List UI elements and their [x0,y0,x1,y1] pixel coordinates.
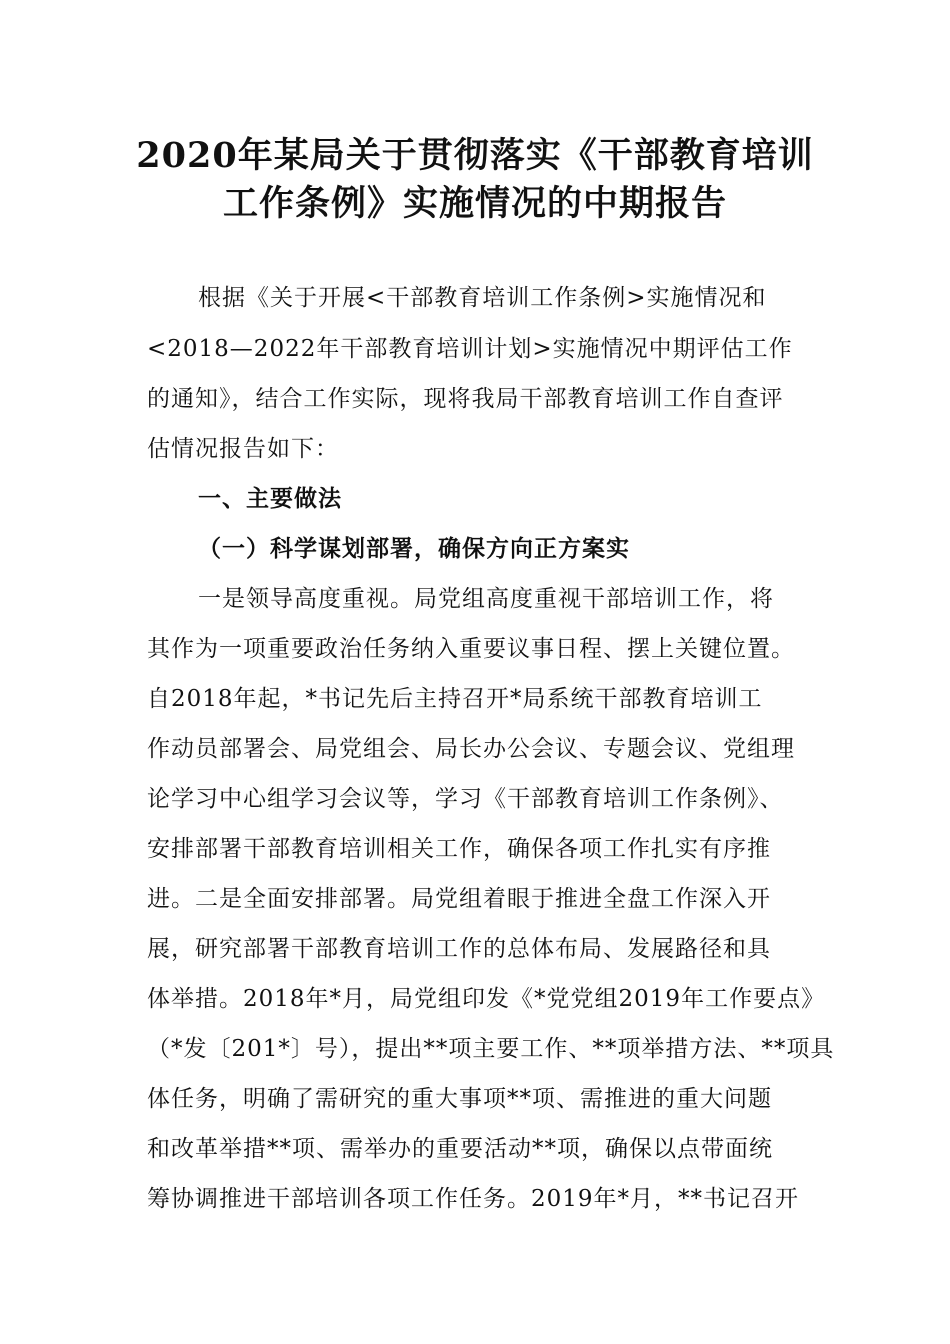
document-title-line-1: 2020年某局关于贯彻落实《干部教育培训 [136,135,814,176]
paragraph-line: 自2018年起，*书记先后主持召开*局系统干部教育培训工 [147,686,763,712]
document-title-line-2: 工作条例》实施情况的中期报告 [222,183,727,224]
paragraph-line: 一是领导高度重视。局党组高度重视干部培训工作，将 [198,586,774,612]
paragraph-line: 和改革举措**项、需举办的重要活动**项，确保以点带面统 [147,1136,773,1162]
paragraph-line: <2018—2022年干部教育培训计划>实施情况中期评估工作 [147,336,793,362]
paragraph-line: 体举措。2018年*月，局党组印发《*党党组2019年工作要点》 [147,986,826,1012]
paragraph-line: 根据《关于开展<干部教育培训工作条例>实施情况和 [198,285,767,311]
paragraph-line: 其作为一项重要政治任务纳入重要议事日程、摆上关键位置。 [147,636,795,662]
paragraph-line: 的通知》，结合工作实际，现将我局干部教育培训工作自查评 [147,386,784,412]
paragraph-line: 体任务，明确了需研究的重大事项**项、需推进的重大问题 [147,1086,772,1112]
paragraph-line: 展，研究部署干部教育培训工作的总体布局、发展路径和具 [147,936,771,962]
paragraph-line: 筹协调推进干部培训各项工作任务。2019年*月，**书记召开 [147,1186,800,1212]
paragraph-line: 论学习中心组学习会议等，学习《干部教育培训工作条例》、 [147,786,784,812]
paragraph-line: 安排部署干部教育培训相关工作，确保各项工作扎实有序推 [147,836,771,862]
section-heading: 一、主要做法 [198,485,342,512]
paragraph-line: 进。二是全面安排部署。局党组着眼于推进全盘工作深入开 [147,886,771,912]
paragraph-line: （*发〔201*〕号），提出**项主要工作、**项举措方法、**项具 [147,1036,835,1062]
paragraph-line: 估情况报告如下： [147,436,339,462]
subsection-heading: （一）科学谋划部署，确保方向正方案实 [198,535,630,562]
paragraph-line: 作动员部署会、局党组会、局长办公会议、专题会议、党组理 [147,736,795,762]
